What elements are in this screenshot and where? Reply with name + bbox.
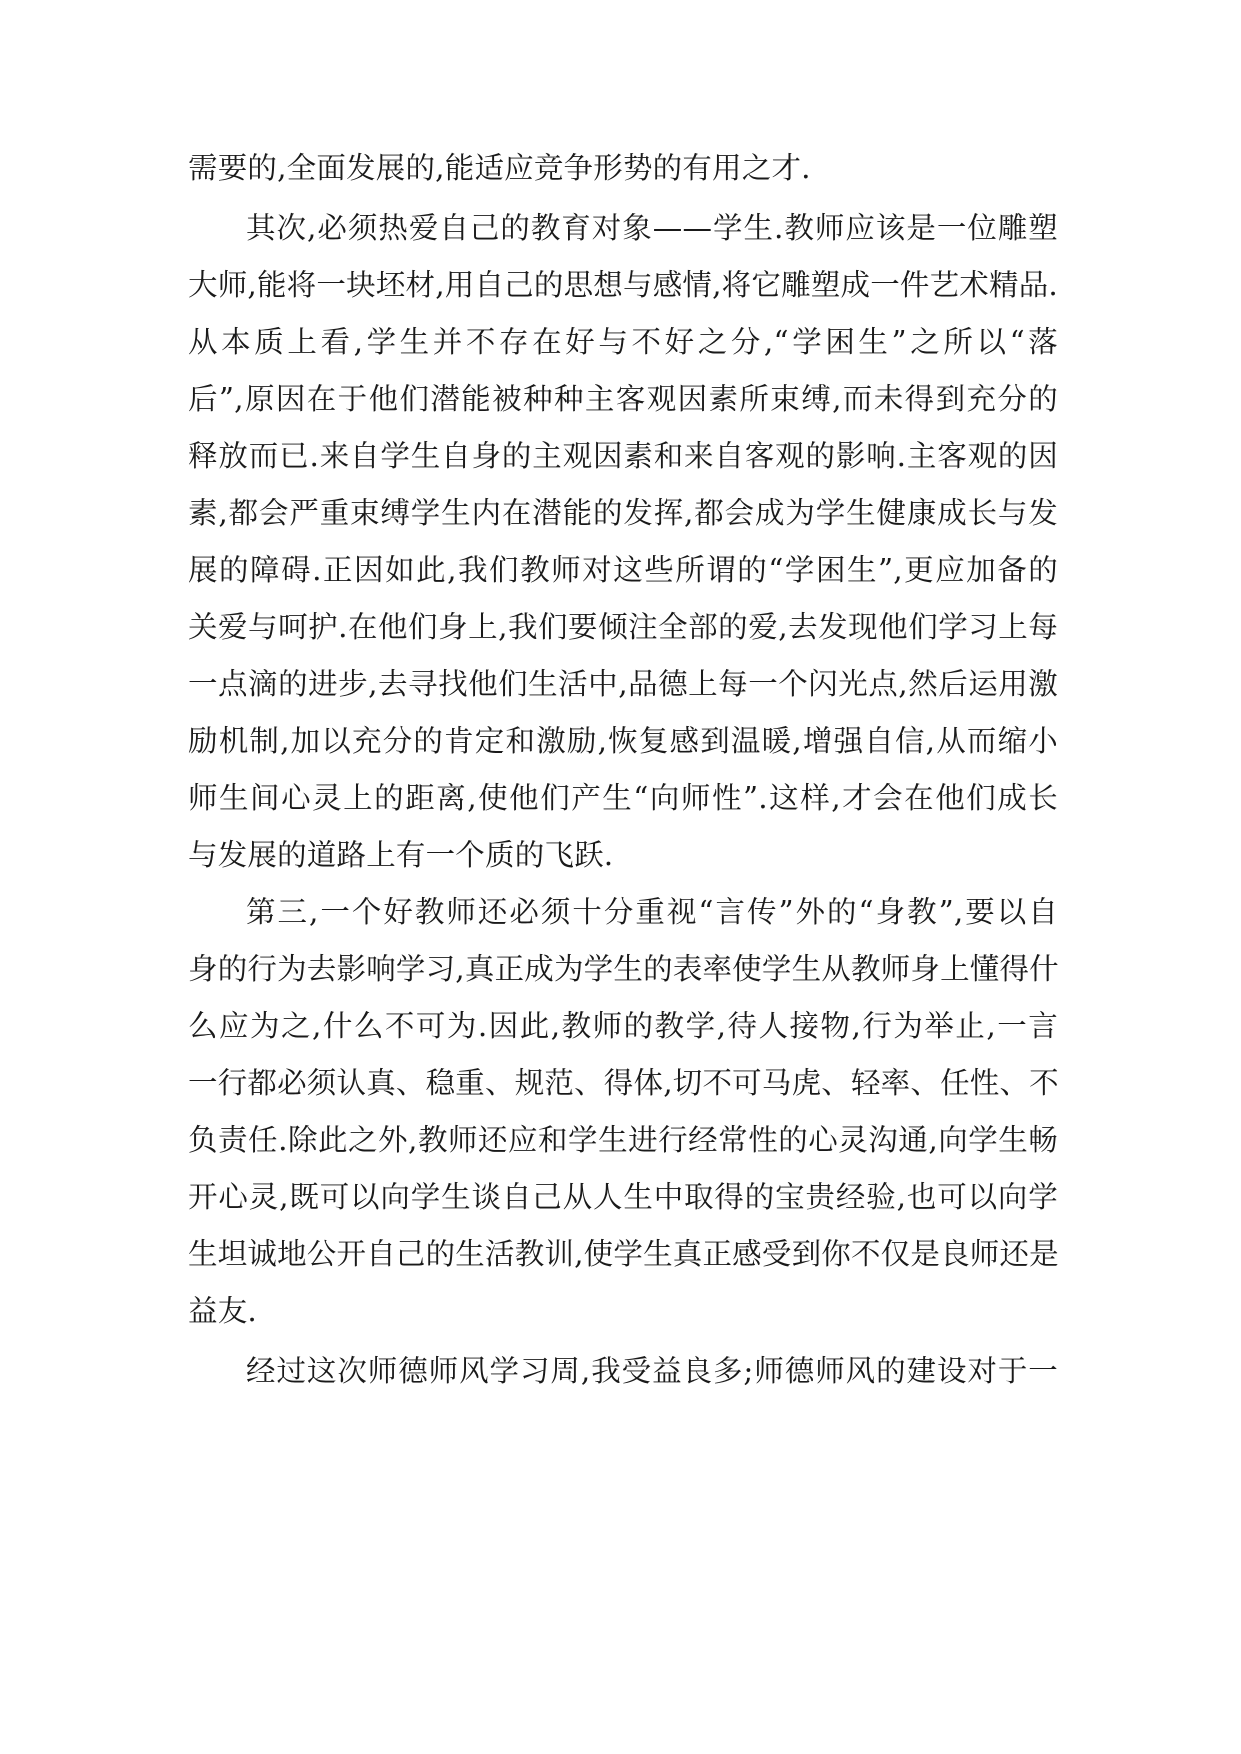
text-line: 素,都会严重束缚学生内在潜能的发挥,都会成为学生健康成长与发 [188, 496, 1058, 530]
paragraph-first-line: 经过这次师德师风学习周,我受益良多;师德师风的建设对于一 [246, 1354, 1058, 1388]
text-line: 大师,能将一块坯材,用自己的思想与感情,将它雕塑成一件艺术精品. [188, 268, 1058, 302]
text-line: 从本质上看,学生并不存在好与不好之分,“学困生”之所以“落 [188, 325, 1058, 359]
text-line: 展的障碍.正因如此,我们教师对这些所谓的“学困生”,更应加备的 [188, 553, 1058, 587]
paragraph-first-line: 第三,一个好教师还必须十分重视“言传”外的“身教”,要以自 [246, 895, 1058, 929]
text-line: 一点滴的进步,去寻找他们生活中,品德上每一个闪光点,然后运用激 [188, 667, 1058, 701]
text-line: 励机制,加以充分的肯定和激励,恢复感到温暖,增强自信,从而缩小 [188, 724, 1058, 758]
text-line: 师生间心灵上的距离,使他们产生“向师性”.这样,才会在他们成长 [188, 781, 1058, 815]
text-line: 负责任.除此之外,教师还应和学生进行经常性的心灵沟通,向学生畅 [188, 1123, 1058, 1157]
text-line: 么应为之,什么不可为.因此,教师的教学,待人接物,行为举止,一言 [188, 1009, 1058, 1043]
text-line: 后”,原因在于他们潜能被种种主客观因素所束缚,而未得到充分的 [188, 382, 1058, 416]
text-line: 益友. [188, 1294, 257, 1328]
text-line: 一行都必须认真、稳重、规范、得体,切不可马虎、轻率、任性、不 [188, 1066, 1059, 1100]
text-line: 开心灵,既可以向学生谈自己从人生中取得的宝贵经验,也可以向学 [188, 1180, 1058, 1214]
text-line: 释放而已.来自学生自身的主观因素和来自客观的影响.主客观的因 [188, 439, 1058, 473]
text-line: 需要的,全面发展的,能适应竞争形势的有用之才. [188, 151, 811, 185]
paragraph-first-line: 其次,必须热爱自己的教育对象——学生.教师应该是一位雕塑 [246, 211, 1058, 245]
text-line: 身的行为去影响学习,真正成为学生的表率使学生从教师身上懂得什 [188, 952, 1059, 986]
text-line: 生坦诚地公开自己的生活教训,使学生真正感受到你不仅是良师还是 [188, 1237, 1059, 1271]
text-line: 关爱与呵护.在他们身上,我们要倾注全部的爱,去发现他们学习上每 [188, 610, 1058, 644]
text-line: 与发展的道路上有一个质的飞跃. [188, 838, 614, 872]
